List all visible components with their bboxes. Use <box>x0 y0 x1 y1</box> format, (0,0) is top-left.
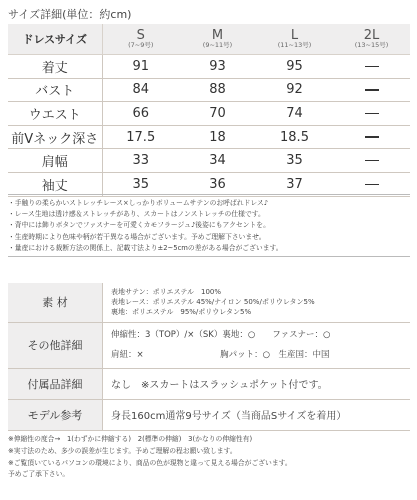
footer-line: ※ご覧頂いているパソコンの環境により、商品の色が現物と違って見える場合がございます。 <box>8 458 292 467</box>
cell: 92 <box>256 78 333 102</box>
note-line: ・生産時期により色味や柄が若干異なる場合がございます。予めご理解下さいませ。 <box>8 232 266 241</box>
cell: 17.5 <box>102 125 179 149</box>
material-line: 表地サテン：ポリエステル 100% <box>111 287 222 296</box>
footer-line: 予めご了承下さい。 <box>8 470 70 479</box>
row-label: 袖丈 <box>8 172 102 196</box>
other-label: その他詳細 <box>8 322 103 368</box>
cell: 18 <box>179 125 256 149</box>
cell: 88 <box>179 78 256 102</box>
cell <box>333 172 410 196</box>
footer-line: ※実寸法のため、多少の誤差が生じます。予めご理解の程お願い致します。 <box>8 446 237 455</box>
cell: 74 <box>256 102 333 126</box>
row-label: ウエスト <box>8 102 102 126</box>
dash-mark <box>365 136 379 138</box>
cell: 35 <box>256 149 333 173</box>
other-line: 肩紐：× 胸パット：○ 生産国：中国 <box>111 350 330 360</box>
size-col-m: M (9~11号) <box>179 24 256 55</box>
note-line: ・手触りの柔らかいストレッチレース×しっかりボリュームサテンのお呼ばれドレス♪ <box>8 199 269 207</box>
footer-line: ※伸縮性の度合→ 1(わずかに伸縮する) 2(標準の伸縮) 3(かなりの伸縮性有) <box>8 435 253 443</box>
row-label: 肩幅 <box>8 149 102 173</box>
material-label: 素 材 <box>8 283 103 322</box>
cell: 37 <box>256 172 333 196</box>
note-line: ・背中には飾りボタンでファスナーを可愛くカモフラージュ♪後姿にもアクセントを。 <box>8 221 270 230</box>
cell: 34 <box>179 149 256 173</box>
table-row <box>8 172 410 196</box>
other-detail-row <box>8 322 410 368</box>
table-row <box>8 78 410 102</box>
cell: 93 <box>179 55 256 79</box>
cell: 95 <box>256 55 333 79</box>
cell: 66 <box>102 102 179 126</box>
note-line: ・量産における裁断方法の関係上、記載寸法より±2~5cmの差がある場合がございます。 <box>8 243 283 252</box>
row-label: 前Vネック深さ <box>8 125 102 149</box>
model-value: 身長160cm通常9号サイズ（当商品Sサイズを着用） <box>103 399 411 430</box>
cell <box>333 55 410 79</box>
row-label: 着丈 <box>8 55 102 79</box>
cell <box>333 102 410 126</box>
table-row <box>8 55 410 79</box>
size-corner-label: ドレスサイズ <box>8 24 102 55</box>
other-values <box>103 322 411 368</box>
cell: 36 <box>179 172 256 196</box>
page-title: サイズ詳細(単位：約cm) <box>8 8 132 21</box>
material-line: 表地レース：ポリエステル 45%/ナイロン 50%/ポリウレタン5% <box>111 298 315 307</box>
cell: 70 <box>179 102 256 126</box>
table-row <box>8 102 410 126</box>
accessory-row <box>8 368 410 399</box>
product-notes <box>8 194 410 257</box>
size-col-s: S (7~9号) <box>102 24 179 55</box>
accessory-value: なし ※スカートはスラッシュポケット付です。 <box>103 368 411 399</box>
row-label: バスト <box>8 78 102 102</box>
dash-mark <box>365 113 379 115</box>
cell: 33 <box>102 149 179 173</box>
table-row <box>8 125 410 149</box>
note-line: ・レース生地は透け感＆ストレッチがあり、スカートはノンストレッチの仕様です。 <box>8 210 265 219</box>
cell: 84 <box>102 78 179 102</box>
dash-mark <box>365 66 379 68</box>
cell: 35 <box>102 172 179 196</box>
cell <box>333 78 410 102</box>
model-row <box>8 399 410 430</box>
dash-mark <box>365 89 379 91</box>
footer-notes <box>8 434 410 481</box>
size-header-row <box>8 24 410 55</box>
accessory-label: 付属品詳細 <box>8 368 103 399</box>
dash-mark <box>365 160 379 162</box>
detail-table <box>8 283 410 431</box>
dash-mark <box>365 184 379 186</box>
cell: 18.5 <box>256 125 333 149</box>
size-col-l: L (11~13号) <box>256 24 333 55</box>
cell <box>333 149 410 173</box>
size-table <box>8 24 410 197</box>
size-col-2l: 2L (13~15号) <box>333 24 410 55</box>
model-label: モデル参考 <box>8 399 103 430</box>
cell <box>333 125 410 149</box>
other-line: 伸縮性：3（TOP）/×（SK）裏地：○ ファスナー：○ <box>111 330 331 340</box>
table-row <box>8 149 410 173</box>
cell: 91 <box>102 55 179 79</box>
material-line: 裏地：ポリエステル 95%/ポリウレタン5% <box>111 308 252 317</box>
material-values <box>103 283 411 322</box>
material-row <box>8 283 410 322</box>
